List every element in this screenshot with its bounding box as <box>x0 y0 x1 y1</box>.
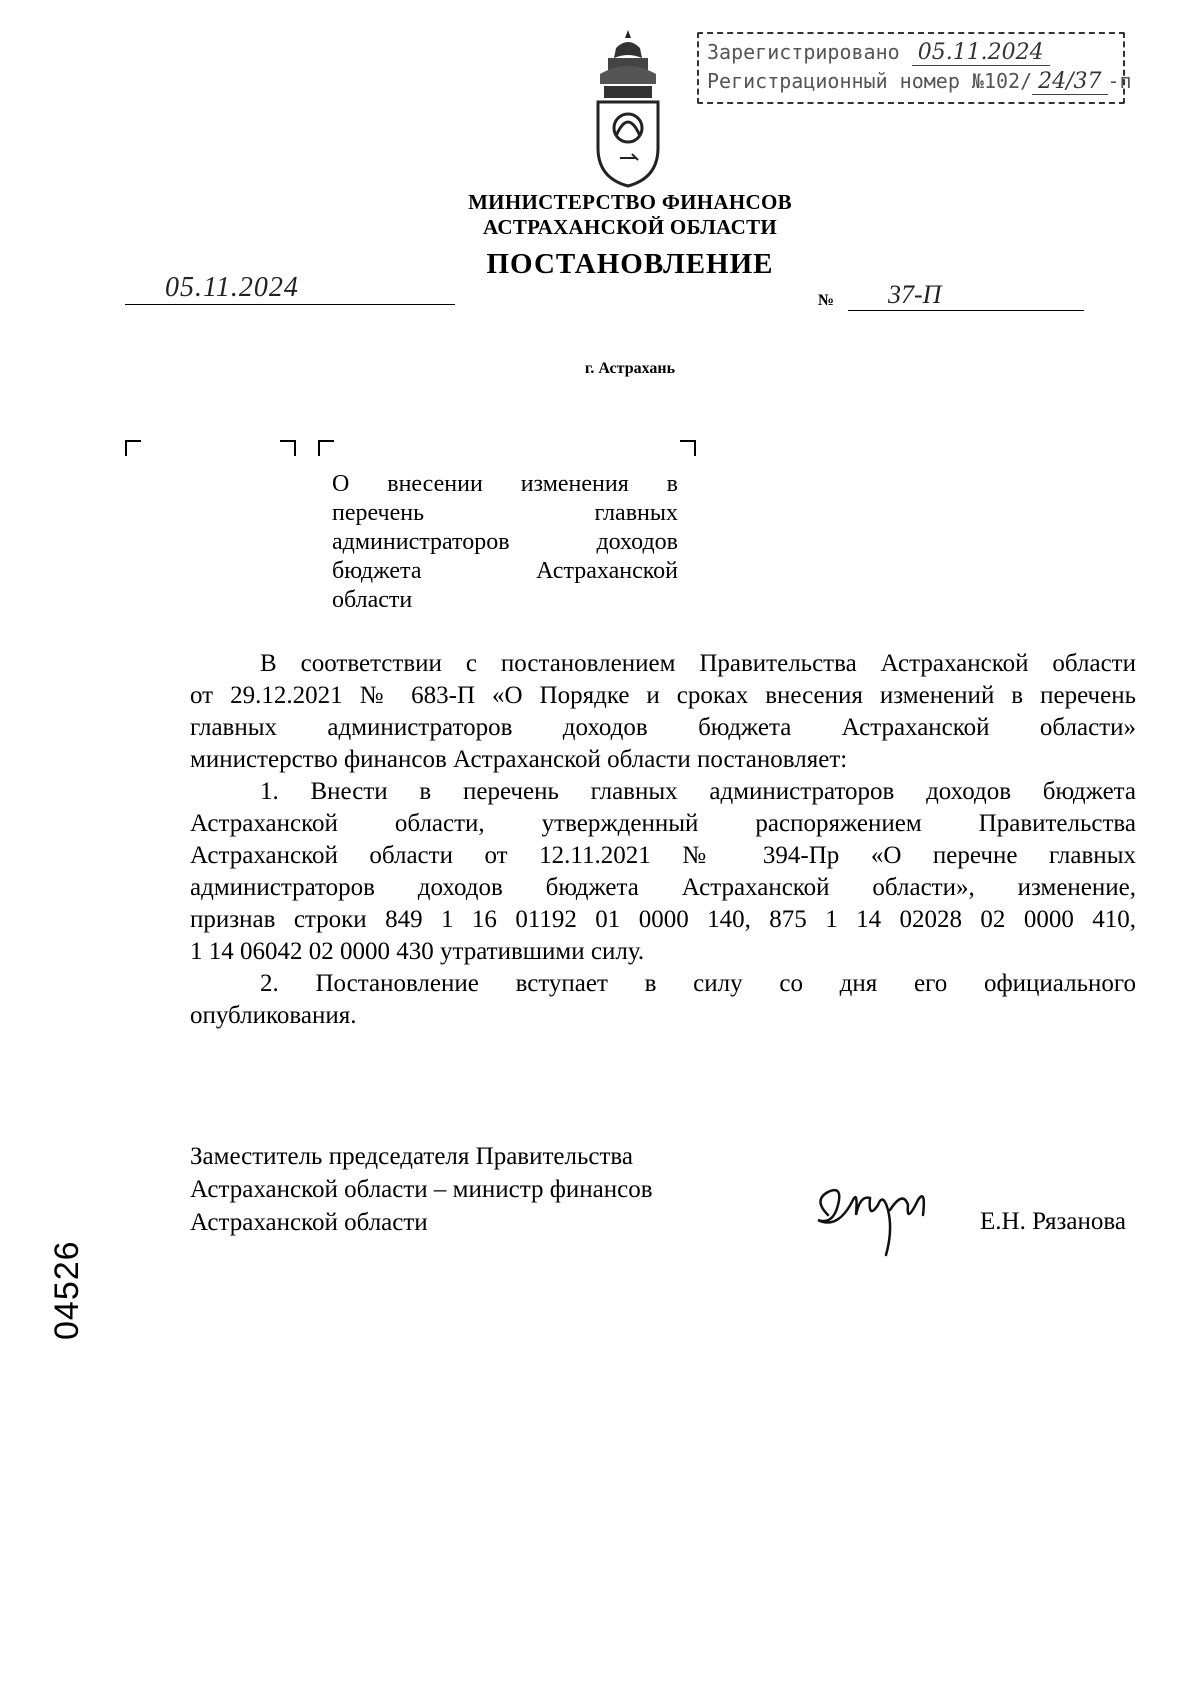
document-date: 05.11.2024 <box>165 272 299 303</box>
position-line: Заместитель председателя Правительства <box>190 1143 633 1170</box>
signatory-position <box>190 1140 653 1239</box>
reg-number-label: Регистрационный номер №102/ <box>707 69 1033 93</box>
body-line: 1. Внести в перечень главных администраторов доходов бюджета <box>260 778 1136 805</box>
body-line: Астраханской области от 12.11.2021 № 394-Пр «О перечне главных <box>190 842 1136 869</box>
number-label: № <box>818 292 835 309</box>
body-line: Астраханской области, утвержденный распоряжением Правительства <box>190 810 1136 837</box>
coat-of-arms-emblem <box>586 28 670 188</box>
body-line: администраторов доходов бюджета Астраханской области», изменение, <box>190 874 1136 901</box>
document-date-field <box>125 270 455 305</box>
reg-number-suffix: -п <box>1107 69 1132 93</box>
subject-line: О внесении изменения в <box>332 471 678 497</box>
side-document-number: 04526 <box>48 1240 86 1340</box>
document-subject <box>332 470 678 615</box>
body-line: В соответствии с постановлением Правительства Астраханской области <box>260 650 1136 677</box>
subject-line: перечень главных <box>332 500 678 526</box>
ministry-name <box>300 190 960 240</box>
city: г. Астрахань <box>584 360 676 377</box>
corner-mark-top-right-1 <box>280 440 296 456</box>
reg-number-value: 24/37 <box>1032 69 1107 95</box>
document-number-field <box>848 280 1084 311</box>
document-type: ПОСТАНОВЛЕНИЕ <box>486 248 774 280</box>
subject-line: администраторов доходов <box>332 529 678 555</box>
subject-line: области <box>332 587 413 613</box>
document-body <box>190 648 1136 1032</box>
subject-line: бюджета Астраханской <box>332 558 678 584</box>
body-line: главных администраторов доходов бюджета Астраханской области» <box>190 714 1136 741</box>
body-line: 2. Постановление вступает в силу со дня его официального <box>260 970 1136 997</box>
ministry-line-2: АСТРАХАНСКОЙ ОБЛАСТИ <box>482 215 778 239</box>
body-line: от 29.12.2021 № 683-П «О Порядке и сроках внесения изменений в перечень <box>190 682 1136 709</box>
body-line: признав строки 849 1 16 01192 01 0000 140, 875 1 14 02028 02 0000 410, <box>190 906 1136 933</box>
registration-stamp <box>697 32 1132 104</box>
registered-label: Зарегистрировано <box>707 40 900 64</box>
corner-mark-top-right <box>680 440 696 456</box>
corner-mark-top-left <box>125 440 141 456</box>
registered-date: 05.11.2024 <box>912 40 1050 66</box>
corner-mark-top-left-2 <box>318 440 334 456</box>
position-line: Астраханской области <box>190 1209 428 1236</box>
position-line: Астраханской области – министр финансов <box>190 1176 653 1203</box>
body-line: министерство финансов Астраханской области постановляет: <box>190 746 848 773</box>
signatory-name: Е.Н. Рязанова <box>980 1208 1126 1235</box>
ministry-line-1: МИНИСТЕРСТВО ФИНАНСОВ <box>468 190 792 214</box>
document-number: 37-П <box>888 280 942 309</box>
handwritten-signature <box>808 1170 938 1260</box>
body-line: опубликования. <box>190 1002 357 1029</box>
body-line: 1 14 06042 02 0000 430 утратившими силу. <box>190 938 645 965</box>
